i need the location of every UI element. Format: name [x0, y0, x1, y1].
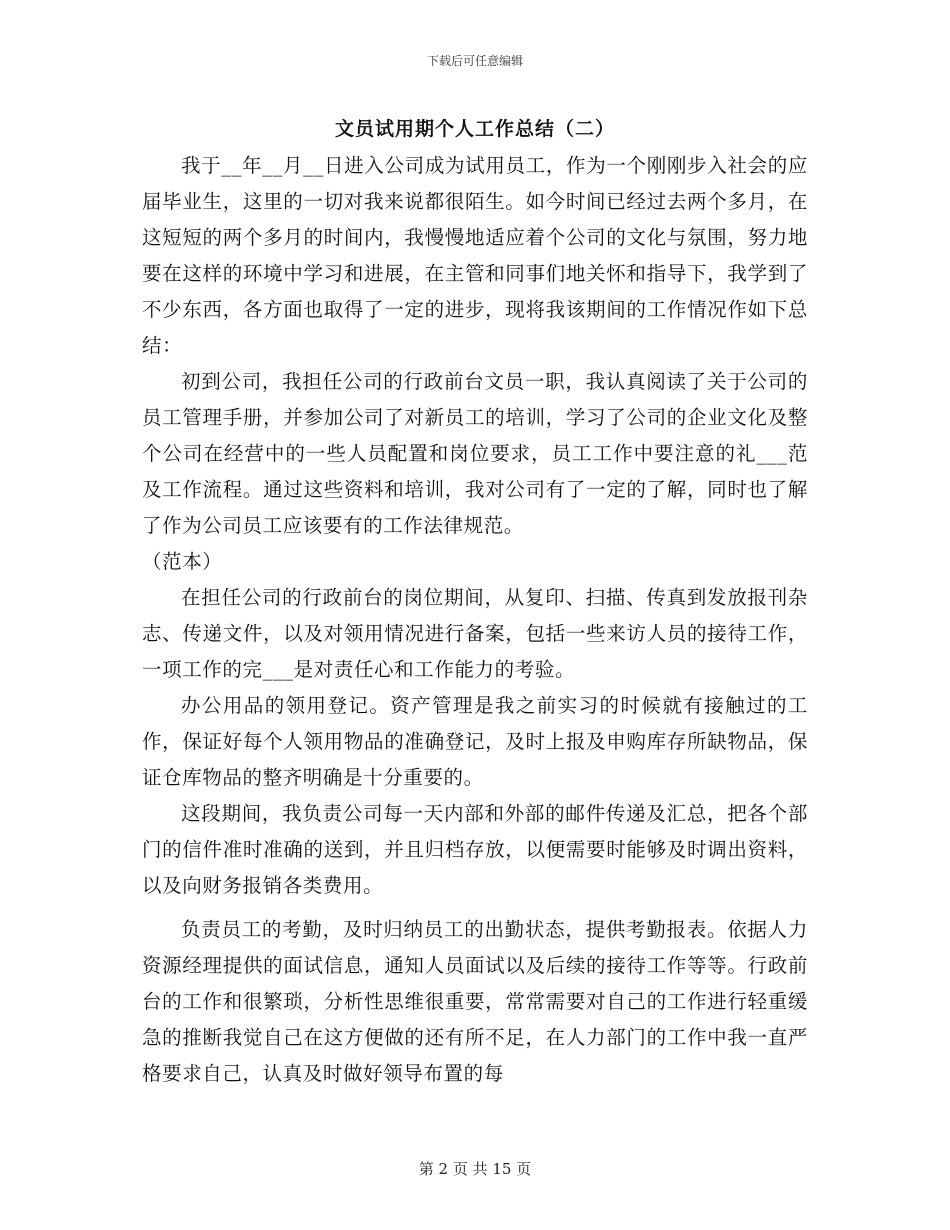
- document-title: 文员试用期个人工作总结（二）: [334, 118, 615, 140]
- paragraph-front-desk: 在担任公司的行政前台的岗位期间，从复印、扫描、传真到发放报刊杂志、传递文件，以及对领用情况进行备案，包括一些来访人员的接待工作，一项工作的完___是对责任心和工作能力的考验。: [142, 586, 808, 681]
- page-number: 第 2 页 共 15 页: [418, 1160, 532, 1178]
- paragraph-onboarding: 初到公司，我担任公司的行政前台文员一职，我认真阅读了关于公司的员工管理手册，并参加公司了对新员工的培训，学习了公司的企业文化及整个公司在经营中的一些人员配置和岗位要求，员工工作中要注意的礼___范及工作流程。通过这些资料和培训，我对公司有了一定的了解，同时也了解了作为公司员工应该要有的工作法律规范。: [142, 370, 808, 537]
- paragraph-intro: 我于__年__月__日进入公司成为试用员工，作为一个刚刚步入社会的应届毕业生，这里的一切对我来说都很陌生。如今时间已经过去两个多月，在这短短的两个多月的时间内，我慢慢地适应着个公司的文化与氛围，努力地要在这样的环境中学习和进展，在主管和同事们地关怀和指导下，我学到了不少东西，各方面也取得了一定的进步，现将我该期间的工作情况作如下总结：: [142, 154, 808, 357]
- paragraph-template-note: （范本）: [142, 550, 223, 573]
- paragraph-mail: 这段期间，我负责公司每一天内部和外部的邮件传递及汇总，把各个部门的信件准时准确的送到，并且归档存放，以便需要时能够及时调出资料，以及向财务报销各类费用。: [142, 802, 808, 897]
- header-note: 下载后可任意编辑: [426, 54, 523, 68]
- paragraph-attendance: 负责员工的考勤，及时归纳员工的出勤状态，提供考勤报表。依据人力资源经理提供的面试信息，通知人员面试以及后续的接待工作等等。行政前台的工作和很繁琐，分析性思维很重要，常常需要对自己的工作进行轻重缓急的推断我觉自己在这方便做的还有所不足，在人力部门的工作中我一直严格要求自己，认真及时做好领导布置的每: [142, 918, 808, 1085]
- paragraph-office-supplies: 办公用品的领用登记。资产管理是我之前实习的时候就有接触过的工作，保证好每个人领用物品的准确登记，及时上报及申购库存所缺物品，保证仓库物品的整齐明确是十分重要的。: [142, 694, 808, 789]
- document-body: [142, 148, 808, 1092]
